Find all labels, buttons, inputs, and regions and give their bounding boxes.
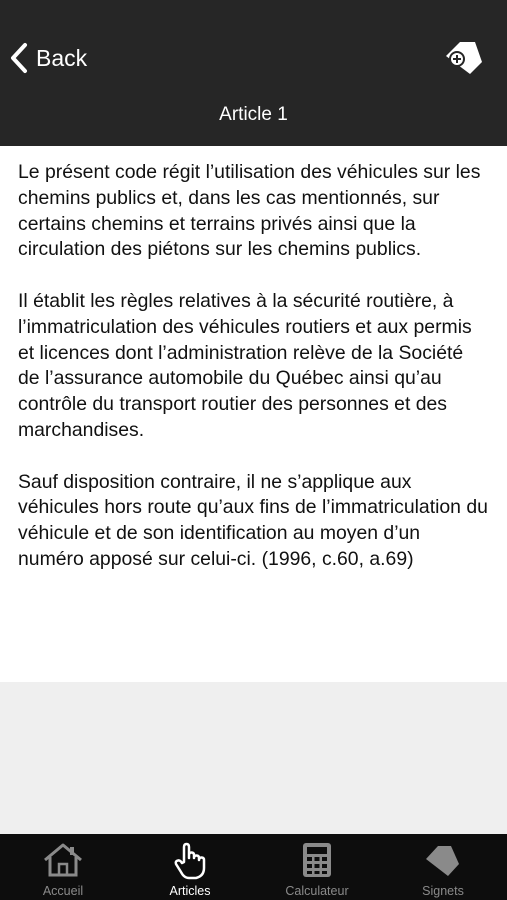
page-title: Article 1 [219,104,288,125]
tab-signets-label: Signets [422,884,464,898]
tab-calculateur-label: Calculateur [285,884,349,898]
article-paragraph: Sauf disposition contraire, il ne s’applique aux véhicules hors route qu’aux fins de l’immatriculation du véhicule et de son identification au moyen d’un numéro apposé sur celui-ci. (1996, c.60, a.69) [18,470,488,570]
tab-accueil-label: Accueil [42,884,84,898]
calculator-icon [301,842,333,878]
tab-bar [0,834,507,900]
add-bookmark-button[interactable] [442,36,486,76]
back-button-label: Back [36,44,88,71]
article-content [0,146,507,682]
bookmark-tag-icon [423,842,463,878]
chevron-left-icon [10,42,28,74]
tab-calculateur[interactable] [257,834,377,900]
header-bar [0,0,507,146]
tab-articles-label: Articles [169,884,211,898]
article-paragraph: Il établit les règles relatives à la sécurité routière, à l’immatriculation des véhicules routiers et aux permis et licences dont l’administration relève de la Société de l’assurance automobile du Québec ainsi qu’au contrôle du transport routier des personnes et des marchandises. [18,289,472,441]
add-bookmark-icon [442,36,486,76]
article-text [18,160,488,599]
tab-articles[interactable] [130,834,250,900]
article-paragraph: Le présent code régit l’utilisation des véhicules sur les chemins publics et, dans les cas mentionnés, sur certains chemins et terrains privés ainsi que la circulation des piétons sur les chemins publics. [18,161,481,261]
hand-pointer-icon [172,842,208,880]
home-icon [41,842,85,878]
tab-accueil[interactable] [3,834,123,900]
back-button[interactable] [10,38,87,78]
tab-signets[interactable] [383,834,503,900]
